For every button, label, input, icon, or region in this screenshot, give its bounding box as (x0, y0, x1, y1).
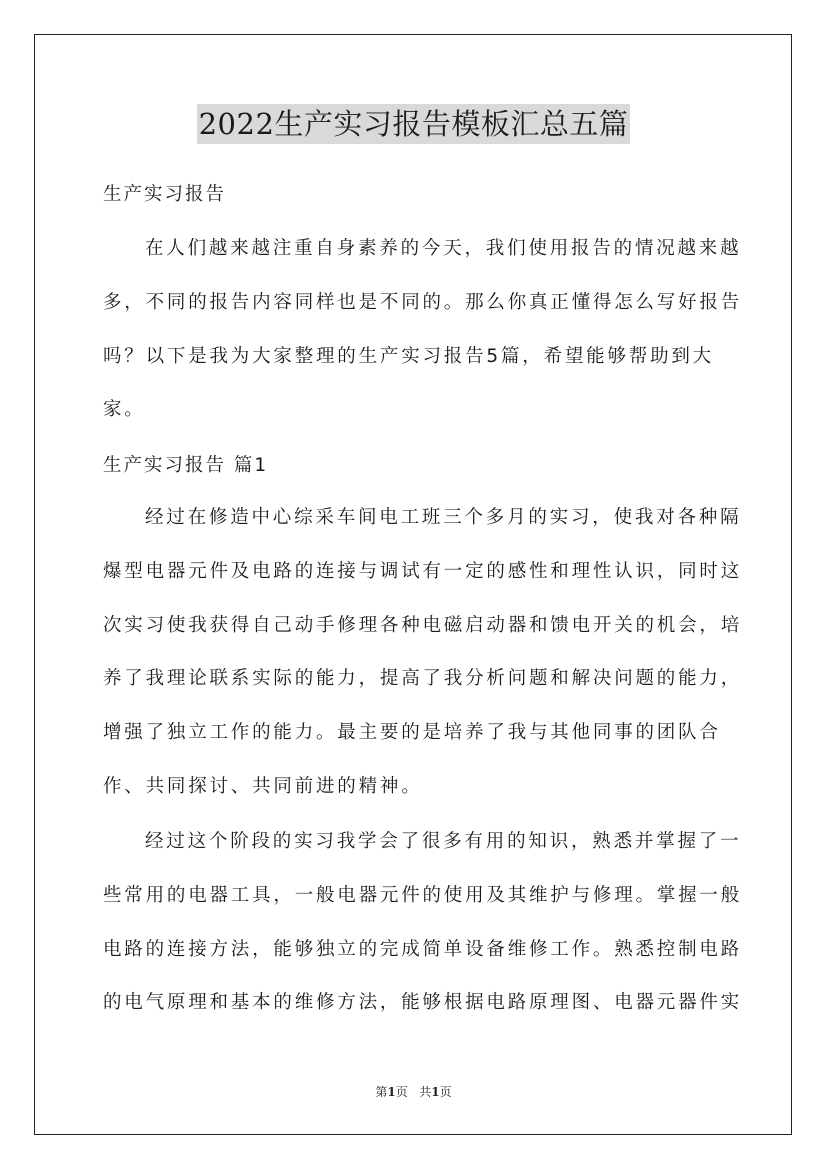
page-number: 1 (387, 1085, 396, 1099)
total-number: 1 (431, 1085, 440, 1099)
title-container (0, 104, 827, 144)
document-title: 2022生产实习报告模板汇总五篇 (197, 104, 631, 144)
page-suffix: 页 (395, 1085, 408, 1099)
section-heading: 生产实习报告 (103, 184, 227, 205)
paragraph-2: 经过这个阶段的实习我学会了很多有用的知识，熟悉并掌握了一些常用的电器工具，一般电器元件的使用及其维护与修理。掌握一般电路的连接方法，能够独立的完成简单设备维修工作。熟悉控制电路的电气原理和基本的维修方法，能够根据电路原理图、电器元器件实 (103, 831, 743, 1014)
intro-paragraph: 在人们越来越注重自身素养的今天，我们使用报告的情况越来越多，不同的报告内容同样也是不同的。那么你真正懂得怎么写好报告吗？以下是我为大家整理的生产实习报告5篇，希望能够帮助到大家。 (103, 238, 743, 421)
total-prefix: 共 (419, 1085, 432, 1099)
page-prefix: 第 (375, 1085, 388, 1099)
article-heading: 生产实习报告 篇1 (103, 455, 269, 476)
total-suffix: 页 (439, 1085, 452, 1099)
page-footer (0, 1083, 827, 1100)
paragraph-1: 经过在修造中心综采车间电工班三个多月的实习，使我对各种隔爆型电器元件及电路的连接与调试有一定的感性和理性认识，同时这次实习使我获得自己动手修理各种电磁启动器和馈电开关的机会，培养了我理论联系实际的能力，提高了我分析问题和解决问题的能力，增强了独立工作的能力。最主要的是培养了我与其他同事的团队合作、共同探讨、共同前进的精神。 (103, 507, 743, 797)
